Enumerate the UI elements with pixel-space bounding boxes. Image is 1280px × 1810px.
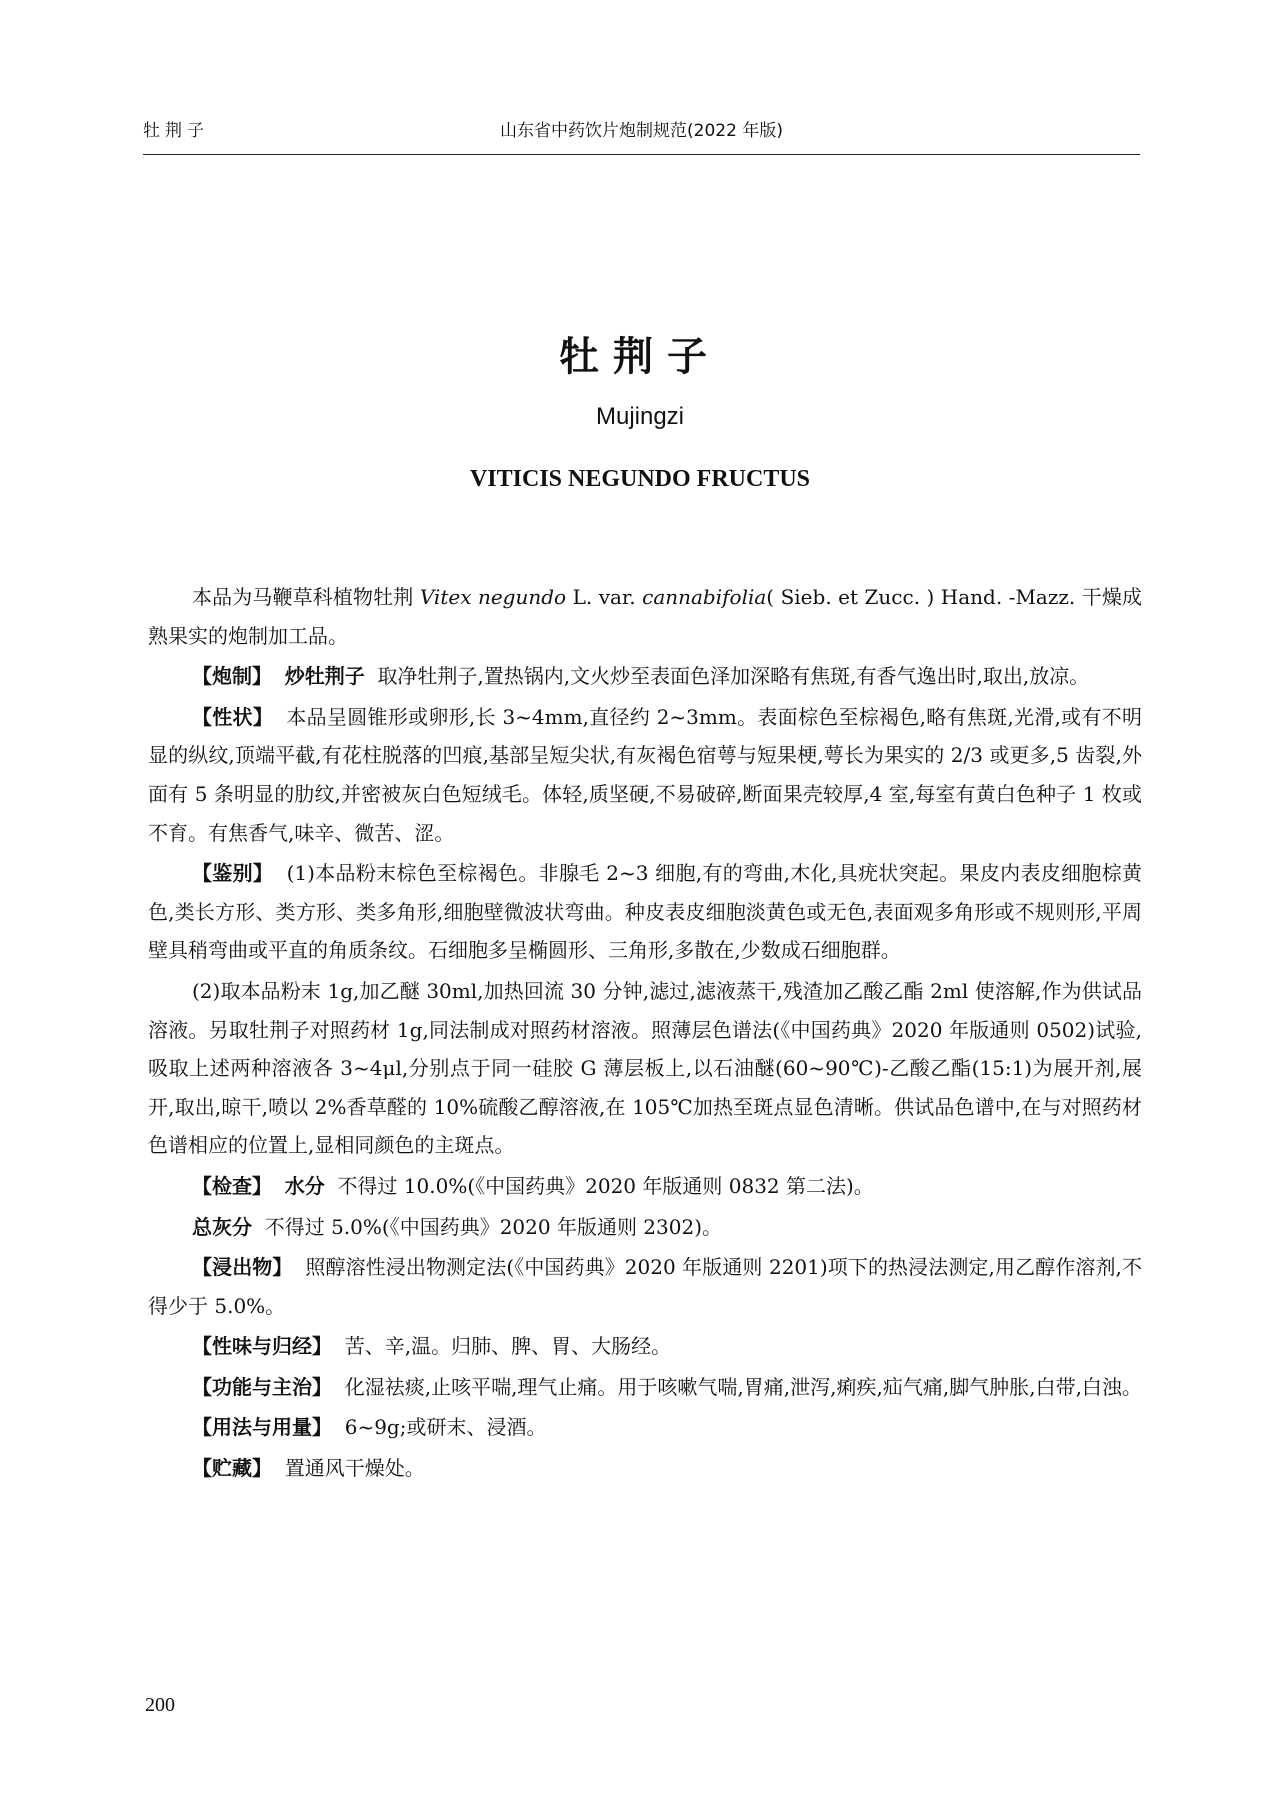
section-gongneng xyxy=(148,1368,1142,1407)
section-paozhi xyxy=(148,657,1142,696)
section-text-xingwei: 苦、辛,温。归肺、脾、胃、大肠经。 xyxy=(344,1334,672,1359)
section-xingwei xyxy=(148,1327,1142,1366)
section-text-jinchuwu: 照醇溶性浸出物测定法(《中国药典》2020 年版通则 2201)项下的热浸法测定,用乙醇作溶剂,不得少于 5.0%。 xyxy=(148,1255,1142,1318)
latin-name: VITICIS NEGUNDO FRUCTUS xyxy=(469,466,811,492)
section-jianbie xyxy=(148,854,1142,970)
section-zhucang xyxy=(148,1449,1142,1488)
intro-text-1: 本品为马鞭草科植物牡荆 xyxy=(192,585,420,609)
intro-paragraph xyxy=(148,578,1142,655)
intro-italic-variety: cannabifolia xyxy=(642,585,767,609)
section-text-gongneng: 化湿祛痰,止咳平喘,理气止痛。用于咳嗽气喘,胃痛,泄泻,痢疾,疝气痛,脚气肿胀,白带,白浊。 xyxy=(344,1374,1142,1399)
section-text-yongfa: 6~9g;或研末、浸酒。 xyxy=(344,1415,547,1440)
section-label-gongneng: 【功能与主治】 xyxy=(192,1374,332,1399)
sublabel-water: 水分 xyxy=(284,1173,325,1198)
section-ash xyxy=(148,1208,1142,1247)
section-label-yongfa: 【用法与用量】 xyxy=(192,1415,332,1440)
section-label-jianbie: 【鉴别】 xyxy=(192,861,274,886)
section-text-jianbie-1: (1)本品粉末棕色至棕褐色。非腺毛 2~3 细胞,有的弯曲,木化,具疣状突起。果皮内表皮细胞棕黄色,类长方形、类方形、类多角形,细胞壁微波状弯曲。种皮表皮细胞淡黄色或无色,表面观多角形或不规则形,平周壁具稍弯曲或平直的角质条纹。石细胞多呈椭圆形、三角形,多散在,少数成石细胞群。 xyxy=(148,861,1143,963)
section-text-ash: 不得过 5.0%(《中国药典》2020 年版通则 2302)。 xyxy=(264,1214,723,1239)
section-yongfa xyxy=(148,1408,1142,1447)
section-label-xingzhuang: 【性状】 xyxy=(192,704,274,729)
intro-italic-genus: Vitex negundo xyxy=(419,585,567,609)
section-text-paozhi: 取净牡荆子,置热锅内,文火炒至表面色泽加深略有焦斑,有香气逸出时,取出,放凉。 xyxy=(377,664,1090,689)
monograph-body xyxy=(148,578,1142,1490)
section-label-jinchuwu: 【浸出物】 xyxy=(192,1255,293,1280)
section-label-xingwei: 【性味与归经】 xyxy=(192,1334,332,1359)
intro-text-3: ( Sieb. et Zucc. ) Hand. -Mazz. 干燥成熟果实的炮制加工品。 xyxy=(148,585,1143,648)
section-jiancha xyxy=(148,1167,1142,1206)
section-jinchuwu xyxy=(148,1248,1142,1325)
sublabel-chao: 炒牡荆子 xyxy=(284,664,365,689)
section-label-jiancha: 【检查】 xyxy=(192,1173,272,1198)
section-label-zhucang: 【贮藏】 xyxy=(192,1456,272,1481)
running-header xyxy=(143,114,1140,155)
section-jianbie-2 xyxy=(148,972,1142,1165)
sublabel-ash: 总灰分 xyxy=(192,1214,252,1239)
section-text-zhucang: 置通风干燥处。 xyxy=(284,1456,425,1481)
page-number: 200 xyxy=(145,1694,175,1716)
section-text-jianbie-2: (2)取本品粉末 1g,加乙醚 30ml,加热回流 30 分钟,滤过,滤液蒸干,残渣加乙酸乙酯 2ml 使溶解,作为供试品溶液。另取牡荆子对照药材 1g,同法制成对照药材溶液。照薄层色谱法(《中国药典》2020 年版通则 0502)试验,吸取上述两种溶液各 3~4μl,分别点于同一硅胶 G 薄层板上,以石油醚(60~90℃)-乙酸乙酯(15:1)为展开剂,展开,取出,晾干,喷以 2%香草醛的 10%硫酸乙醇溶液,在 105℃加热至斑点显色清晰。供试品色谱中,在与对照药材色谱相应的位置上,显相同颜色的主斑点。 xyxy=(148,978,1142,1158)
section-text-xingzhuang: 本品呈圆锥形或卵形,长 3~4mm,直径约 2~3mm。表面棕色至棕褐色,略有焦斑,光滑,或有不明显的纵纹,顶端平截,有花柱脱落的凹痕,基部呈短尖状,有灰褐色宿萼与短果梗,萼长为果实的 2/3 或更多,5 齿裂,外面有 5 条明显的肋纹,并密被灰白色短绒毛。体轻,质坚硬,不易破碎,断面果壳较厚,4 室,每室有黄白色种子 1 枚或不育。有焦香气,味辛、微苦、涩。 xyxy=(148,704,1143,845)
pinyin-name: Mujingzi xyxy=(595,403,685,430)
header-drug-name: 牡荆子 xyxy=(143,121,209,141)
page-title: 牡荆子 xyxy=(559,334,721,380)
section-text-water: 不得过 10.0%(《中国药典》2020 年版通则 0832 第二法)。 xyxy=(337,1173,874,1198)
section-xingzhuang xyxy=(148,698,1142,852)
header-book-title: 山东省中药饮片炮制规范(2022 年版) xyxy=(500,121,783,141)
section-label-paozhi: 【炮制】 xyxy=(192,664,272,689)
intro-text-2: L. var. xyxy=(566,585,643,609)
